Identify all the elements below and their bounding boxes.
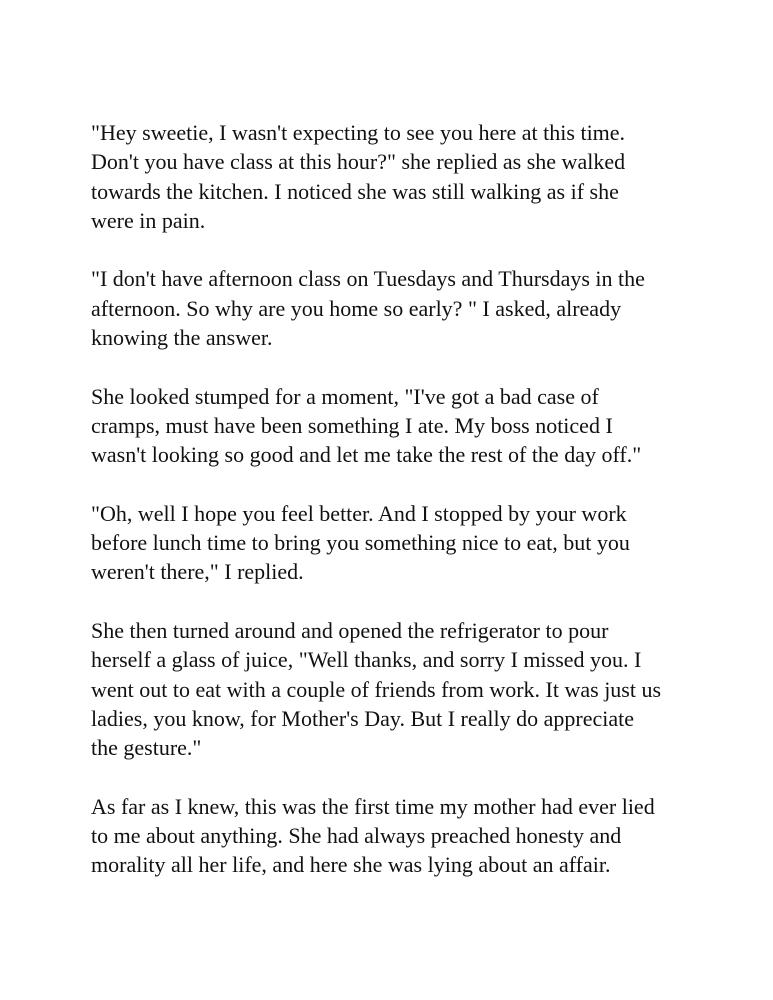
text-line: were in pain.: [91, 207, 206, 233]
paragraph-2: [91, 264, 701, 352]
text-line: towards the kitchen. I noticed she was still walking as if she: [91, 178, 619, 204]
text-line: cramps, must have been something I ate. My boss noticed I: [91, 412, 613, 438]
paragraph-6: [91, 792, 701, 880]
text-line: wasn't looking so good and let me take the rest of the day off.": [91, 442, 642, 468]
text-line: "I don't have afternoon class on Tuesdays and Thursdays in the: [91, 266, 645, 292]
text-line: to me about anything. She had always preached honesty and: [91, 823, 622, 849]
text-line: before lunch time to bring you something nice to eat, but you: [91, 530, 630, 556]
paragraph-1: [91, 118, 701, 235]
text-line: weren't there," I replied.: [91, 559, 304, 585]
text-line: the gesture.": [91, 735, 202, 761]
text-line: herself a glass of juice, "Well thanks, and sorry I missed you. I: [91, 647, 642, 673]
text-line: "Hey sweetie, I wasn't expecting to see you here at this time.: [91, 120, 626, 145]
text-line: afternoon. So why are you home so early? " I asked, already: [91, 295, 622, 321]
paragraph-5: [91, 616, 701, 762]
paragraph-4: [91, 499, 701, 587]
text-line: She looked stumped for a moment, "I've got a bad case of: [91, 383, 599, 409]
text-line: Don't you have class at this hour?" she replied as she walked: [91, 149, 626, 175]
paragraph-3: [91, 382, 701, 470]
text-line: morality all her life, and here she was lying about an affair.: [91, 852, 611, 878]
text-line: knowing the answer.: [91, 325, 273, 351]
text-line: As far as I knew, this was the first time my mother had ever lied: [91, 793, 655, 819]
text-line: ladies, you know, for Mother's Day. But I really do appreciate: [91, 705, 635, 731]
text-line: She then turned around and opened the refrigerator to pour: [91, 618, 609, 644]
text-line: "Oh, well I hope you feel better. And I stopped by your work: [91, 500, 627, 526]
text-line: went out to eat with a couple of friends from work. It was just us: [91, 676, 662, 702]
document-page: [91, 118, 701, 909]
